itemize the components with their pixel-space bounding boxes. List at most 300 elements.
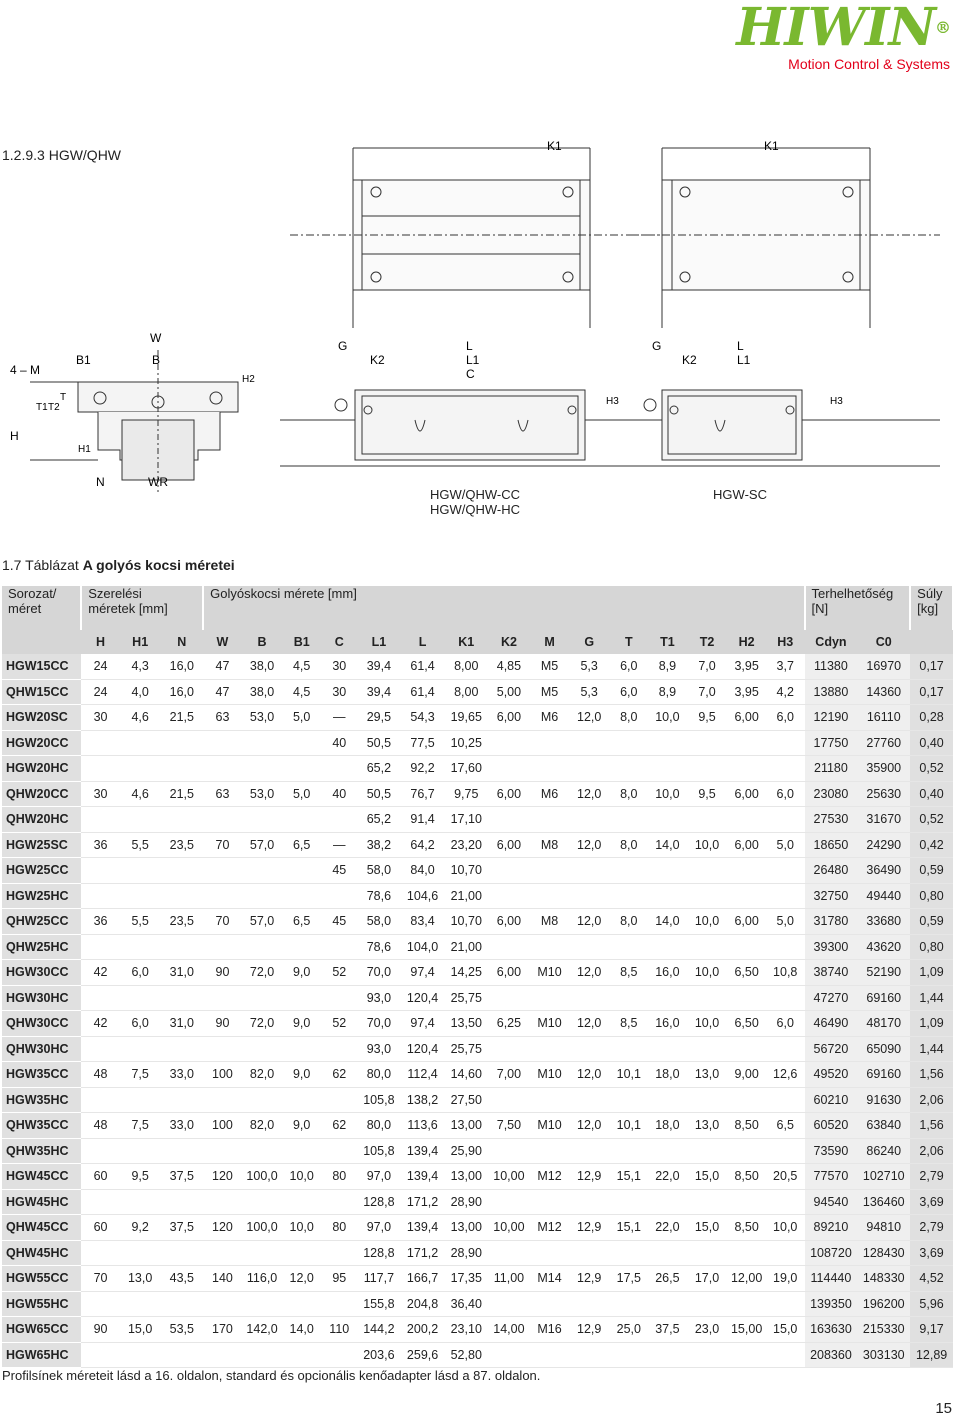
table-cell: 120 [203,1215,242,1241]
cell-load: 21180 [805,756,858,782]
table-row [2,781,953,807]
table-cell: 38,0 [242,654,283,679]
table-cell: 72,0 [242,960,283,986]
technical-drawing [0,120,960,530]
cell-mass: 12,89 [910,1342,953,1368]
table-cell: 10,0 [687,960,728,986]
table-cell [203,1087,242,1113]
label-c-cc: C [466,367,475,381]
table-cell: 13,0 [687,1062,728,1088]
table-cell: 4,3 [120,654,161,679]
cell-load: 26480 [805,858,858,884]
table-cell: 17,10 [445,807,488,833]
cell-mass: 0,52 [910,807,953,833]
table-cell: 78,6 [358,883,401,909]
table-cell [81,1342,120,1368]
page-number: 15 [935,1400,952,1417]
table-cell [120,1087,161,1113]
table-body [2,654,953,1368]
table-cell: 7,0 [687,654,728,679]
label-k2-cc: K2 [370,353,385,367]
table-cell [530,807,569,833]
table-cell [530,985,569,1011]
table-cell [203,934,242,960]
table-cell: 10,0 [687,832,728,858]
table-cell: 8,0 [610,832,649,858]
col-header-w: W [203,630,242,654]
label-h1: H1 [78,444,91,455]
table-cell: 5,5 [120,832,161,858]
group-block: Golyóskocsi mérete [mm] [203,586,804,630]
table-cell: 45 [321,909,358,935]
table-cell [160,756,203,782]
table-cell [203,883,242,909]
cell-load: 27760 [857,730,910,756]
table-cell: 171,2 [400,1240,445,1266]
table-cell: 6,00 [488,909,531,935]
cell-load: 86240 [857,1138,910,1164]
table-cell: 144,2 [358,1317,401,1343]
table-cell [160,1240,203,1266]
table-cell: 37,5 [160,1215,203,1241]
table-cell [488,756,531,782]
table-cell [120,756,161,782]
cell-load: 139350 [805,1291,858,1317]
table-cell: 120,4 [400,985,445,1011]
table-cell: 57,0 [242,909,283,935]
table-cell: 13,50 [445,1011,488,1037]
table-cell: 31,0 [160,960,203,986]
table-cell [81,1087,120,1113]
table-cell: 53,5 [160,1317,203,1343]
table-cell [610,1342,649,1368]
table-cell [81,1138,120,1164]
row-model-name: HGW25CC [2,858,81,884]
table-cell: M14 [530,1266,569,1292]
table-cell [530,883,569,909]
table-cell: 63 [203,705,242,731]
table-cell [648,807,687,833]
table-cell [160,1342,203,1368]
cell-load: 89210 [805,1215,858,1241]
table-cell: 12,9 [569,1266,610,1292]
table-cell: 62 [321,1062,358,1088]
col-header-t: T [610,630,649,654]
table-cell: 12,0 [569,1062,610,1088]
cell-mass: 0,17 [910,654,953,679]
table-cell: 10,0 [282,1215,321,1241]
table-cell [610,883,649,909]
table-cell [648,1036,687,1062]
table-row [2,1189,953,1215]
table-cell: 16,0 [648,960,687,986]
table-cell: 47 [203,654,242,679]
table-cell: 5,0 [282,781,321,807]
cell-load: 38740 [805,960,858,986]
table-cell [242,1342,283,1368]
table-cell: 25,0 [610,1317,649,1343]
table-cell: 19,65 [445,705,488,731]
table-cell: 10,0 [687,909,728,935]
table-cell [160,1036,203,1062]
table-cell: 70 [203,832,242,858]
table-cell [160,934,203,960]
table-cell: 47 [203,679,242,705]
section-title: 1.2.9.3 HGW/QHW [2,147,122,163]
table-cell: 139,4 [400,1215,445,1241]
table-cell [160,858,203,884]
table-cell: 30 [81,705,120,731]
table-cell: 6,0 [766,705,805,731]
table-cell: 5,3 [569,654,610,679]
cell-load: 25630 [857,781,910,807]
table-cell [488,1291,531,1317]
table-cell [648,883,687,909]
cell-load: 102710 [857,1164,910,1190]
table-cell: 40 [321,730,358,756]
table-cell [610,1036,649,1062]
cell-mass: 2,06 [910,1138,953,1164]
table-cell [242,1240,283,1266]
cell-load: 32750 [805,883,858,909]
table-cell [687,756,728,782]
table-cell [530,1342,569,1368]
label-h: H [10,429,19,443]
table-cell: 6,50 [727,1011,766,1037]
cell-load: 49440 [857,883,910,909]
table-cell: 9,2 [120,1215,161,1241]
table-cell [203,858,242,884]
table-cell [766,1240,805,1266]
table-cell [321,1240,358,1266]
table-cell [321,1138,358,1164]
table-row [2,909,953,935]
table-cell: 12,0 [569,832,610,858]
cell-mass: 9,17 [910,1317,953,1343]
table-cell [610,934,649,960]
col-header-h3: H3 [766,630,805,654]
table-cell [610,1087,649,1113]
table-cell: 8,50 [727,1164,766,1190]
table-cell: 12,0 [569,705,610,731]
label-t: T [60,392,67,403]
table-cell: 8,00 [445,679,488,705]
table-cell [687,1036,728,1062]
table-cell [321,807,358,833]
table-cell: 171,2 [400,1189,445,1215]
table-cell [160,1138,203,1164]
table-cell: 28,90 [445,1240,488,1266]
table-cell [648,1138,687,1164]
table-cell: 139,4 [400,1138,445,1164]
table-cell: 21,00 [445,883,488,909]
top-view-sc [630,148,940,328]
table-cell [321,934,358,960]
table-cell: 15,00 [727,1317,766,1343]
table-cell [282,1036,321,1062]
table-cell: 16,0 [160,679,203,705]
table-cell: 26,5 [648,1266,687,1292]
table-cell [282,730,321,756]
table-cell [160,730,203,756]
table-cell: 10,70 [445,909,488,935]
cell-load: 43620 [857,934,910,960]
table-cell: 97,4 [400,960,445,986]
table-cell [282,1291,321,1317]
group-mass: Súly [kg] [910,586,953,630]
table-cell: 53,0 [242,705,283,731]
table-cell [488,1342,531,1368]
table-row [2,960,953,986]
cell-load: 16110 [857,705,910,731]
table-cell [160,1087,203,1113]
table-cell [321,1342,358,1368]
table-cell [282,1138,321,1164]
table-cell: 6,5 [282,909,321,935]
label-h3-sc: H3 [830,396,843,407]
cell-mass: 1,56 [910,1113,953,1139]
table-cell [648,934,687,960]
cell-load: 136460 [857,1189,910,1215]
table-cell: 70,0 [358,960,401,986]
caption-sc: HGW-SC [713,487,767,502]
table-cell: M6 [530,781,569,807]
table-cell: 7,0 [687,679,728,705]
table-row [2,1266,953,1292]
table-cell: 128,8 [358,1189,401,1215]
label-b: B [152,353,161,367]
table-cell: 76,7 [400,781,445,807]
table-cell [727,858,766,884]
table-cell: 7,50 [488,1113,531,1139]
table-cell: 8,50 [727,1113,766,1139]
table-cell: 10,70 [445,858,488,884]
table-cell [648,1087,687,1113]
table-cell: 7,00 [488,1062,531,1088]
table-cell [648,1189,687,1215]
table-cell: 8,0 [610,705,649,731]
table-cell [81,756,120,782]
table-cell [160,883,203,909]
table-cell: 45 [321,858,358,884]
table-cell: 120 [203,1164,242,1190]
table-cell: 117,7 [358,1266,401,1292]
table-cell: 40 [321,781,358,807]
group-series: Sorozat/ méret [2,586,81,630]
table-cell: 6,50 [727,960,766,986]
table-cell: 8,5 [610,960,649,986]
table-cell: 10,8 [766,960,805,986]
table-cell [569,985,610,1011]
side-view-sc [644,390,802,460]
table-cell: 14,60 [445,1062,488,1088]
table-cell [120,883,161,909]
table-cell: 12,0 [569,960,610,986]
table-row [2,1138,953,1164]
table-cell: 10,0 [648,781,687,807]
table-cell [766,934,805,960]
label-l-cc: L [466,339,473,353]
label-k2-sc: K2 [682,353,697,367]
table-cell [120,1036,161,1062]
table-cell [242,858,283,884]
table-cell [120,858,161,884]
table-cell: 166,7 [400,1266,445,1292]
row-model-name: QHW30HC [2,1036,81,1062]
table-cell: 36 [81,909,120,935]
table-cell [488,1189,531,1215]
table-cell [648,1342,687,1368]
table-cell: 50,5 [358,730,401,756]
table-cell [282,985,321,1011]
table-cell: 61,4 [400,654,445,679]
table-cell [610,858,649,884]
table-cell: 14,25 [445,960,488,986]
table-cell [282,1342,321,1368]
table-cell: 5,0 [766,832,805,858]
table-cell: 12,0 [569,1011,610,1037]
table-cell [766,1087,805,1113]
table-cell: 84,0 [400,858,445,884]
table-cell: 13,0 [120,1266,161,1292]
table-title [2,557,235,573]
col-header-h: H [81,630,120,654]
table-cell [242,1087,283,1113]
table-cell: 12,6 [766,1062,805,1088]
table-cell [687,1240,728,1266]
cell-load: 196200 [857,1291,910,1317]
cell-load: 35900 [857,756,910,782]
table-cell: 12,9 [569,1164,610,1190]
group-install: Szerelési méretek [mm] [81,586,203,630]
table-cell: 112,4 [400,1062,445,1088]
label-wr: WR [148,475,168,489]
table-cell: 90 [203,1011,242,1037]
table-cell: 9,5 [120,1164,161,1190]
table-cell: 14,0 [648,832,687,858]
table-cell: 36 [81,832,120,858]
table-cell: 33,0 [160,1062,203,1088]
cell-load: 114440 [805,1266,858,1292]
cell-load: 63840 [857,1113,910,1139]
cell-load: 24290 [857,832,910,858]
table-cell [160,1189,203,1215]
table-row [2,883,953,909]
cell-load: 163630 [805,1317,858,1343]
table-cell [727,1240,766,1266]
table-cell [242,985,283,1011]
table-cell [120,807,161,833]
table-cell [203,1291,242,1317]
table-cell: 6,00 [488,960,531,986]
table-cell [727,1138,766,1164]
cell-load: 23080 [805,781,858,807]
table-cell: 37,5 [160,1164,203,1190]
table-cell [687,1291,728,1317]
row-model-name: QHW20HC [2,807,81,833]
table-cell [530,730,569,756]
row-model-name: HGW65CC [2,1317,81,1343]
table-cell [610,730,649,756]
table-cell [203,1342,242,1368]
table-cell: M8 [530,909,569,935]
col-header-l1: L1 [358,630,401,654]
cell-mass: 1,56 [910,1062,953,1088]
table-cell: 21,5 [160,705,203,731]
table-cell [648,1240,687,1266]
table-cell: 4,5 [282,654,321,679]
cell-load: 27530 [805,807,858,833]
cell-mass: 0,28 [910,705,953,731]
table-cell [282,807,321,833]
table-cell [569,934,610,960]
table-cell [569,807,610,833]
table-cell: 54,3 [400,705,445,731]
table-cell: 3,7 [766,654,805,679]
footer-note: Profilsínek méreteit lásd a 16. oldalon, standard és opcionális kenőadapter lásd a 87. oldalon. [2,1368,541,1383]
cell-load: 215330 [857,1317,910,1343]
table-cell [530,1189,569,1215]
logo-tagline: Motion Control & Systems [788,56,950,72]
table-cell [727,985,766,1011]
table-cell: 6,5 [282,832,321,858]
table-cell: 39,4 [358,654,401,679]
col-header-cdyn: Cdyn [805,630,858,654]
cell-load: 31670 [857,807,910,833]
cross-section-view [30,350,238,492]
row-model-name: HGW30CC [2,960,81,986]
table-cell [282,934,321,960]
table-cell: 6,0 [610,679,649,705]
row-model-name: HGW35CC [2,1062,81,1088]
table-cell: 37,5 [648,1317,687,1343]
table-cell: — [321,832,358,858]
caption-cc-line1: HGW/QHW-CC [429,487,521,502]
cell-mass: 1,44 [910,985,953,1011]
cell-load: 94540 [805,1189,858,1215]
table-cell: M10 [530,1062,569,1088]
table-cell [321,1189,358,1215]
table-cell [766,807,805,833]
table-row [2,1215,953,1241]
table-cell [727,1342,766,1368]
table-cell: M12 [530,1164,569,1190]
table-cell [687,1138,728,1164]
col-header-t1: T1 [648,630,687,654]
table-cell: 17,60 [445,756,488,782]
table-cell: — [321,705,358,731]
table-cell: 8,0 [610,781,649,807]
label-t1: T1 [36,402,48,413]
table-cell: 7,5 [120,1062,161,1088]
table-cell: 139,4 [400,1164,445,1190]
label-4m: 4 – M [10,363,41,377]
table-row [2,1113,953,1139]
cell-mass: 2,06 [910,1087,953,1113]
table-cell: 10,0 [648,705,687,731]
table-cell [687,883,728,909]
table-cell [648,1291,687,1317]
row-model-name: HGW55CC [2,1266,81,1292]
table-cell: 12,9 [569,1215,610,1241]
table-cell [282,1189,321,1215]
table-cell [766,1291,805,1317]
cell-load: 60210 [805,1087,858,1113]
table-cell [120,1291,161,1317]
cell-mass: 0,80 [910,883,953,909]
table-cell: 29,5 [358,705,401,731]
cell-load: 56720 [805,1036,858,1062]
